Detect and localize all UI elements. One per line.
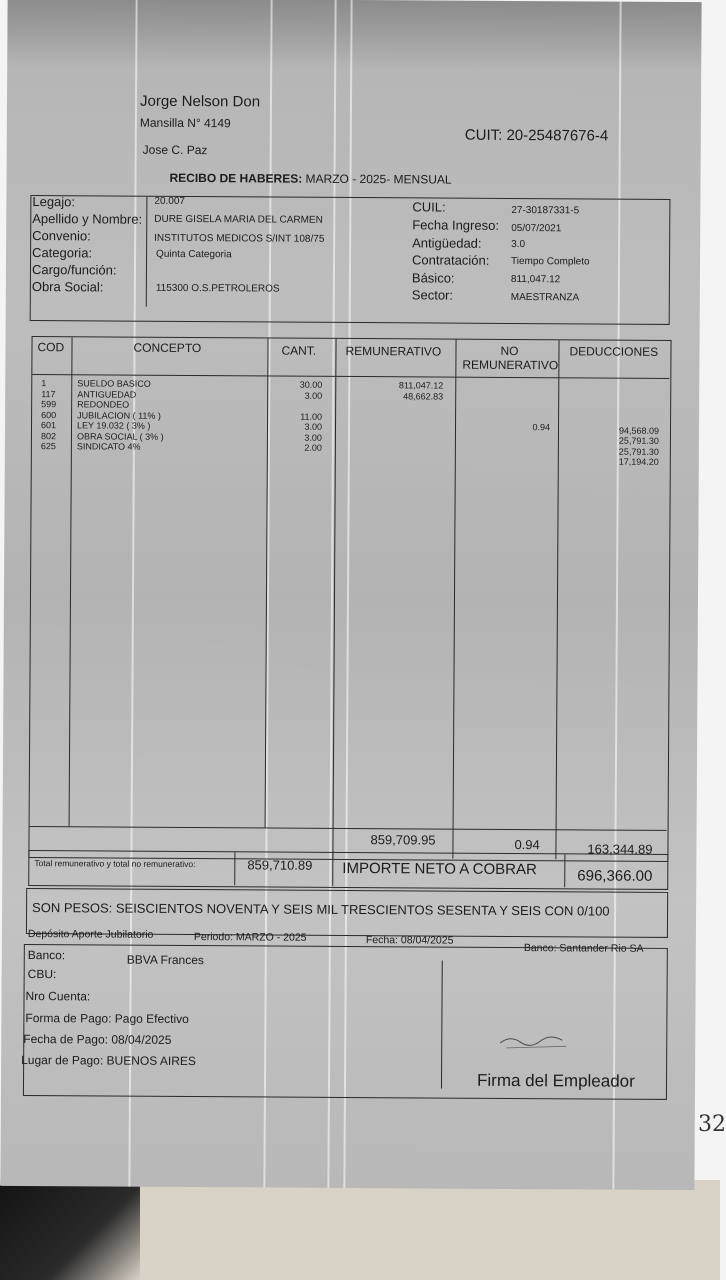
- cell-concepto: JUBILACION ( 11% ): [77, 409, 161, 421]
- cell-remunerativo: 48,662.83: [403, 390, 444, 402]
- cell-concepto: ANTIGUEDAD: [77, 388, 137, 400]
- basico-value: 811,047.12: [510, 273, 561, 286]
- cell-no-remunerativo: 0.94: [532, 422, 551, 433]
- legajo-label: Legajo:: [32, 194, 76, 210]
- forma-pago-label: Forma de Pago:: [25, 1011, 112, 1026]
- obra-social-label: Obra Social:: [31, 279, 104, 295]
- cell-remunerativo: 811,047.12: [398, 380, 444, 391]
- receipt-title-label: RECIBO DE HABERES:: [169, 170, 303, 186]
- cell-cant: 2.00: [304, 442, 322, 453]
- employer-cuit: [465, 127, 609, 145]
- header-remunerativo: REMUNERATIVO: [345, 343, 442, 359]
- receipt-period: MARZO - 2025- MENSUAL: [305, 171, 452, 187]
- summary-divider: [332, 853, 333, 886]
- cell-concepto: SINDICATO 4%: [76, 441, 141, 452]
- deposito-fecha-label: Fecha:: [365, 934, 399, 947]
- cell-deducciones: 94,568.09: [618, 425, 660, 436]
- neto-label: IMPORTE NETO A COBRAR: [342, 859, 537, 879]
- cell-cod: 1: [41, 378, 47, 389]
- deposito-periodo-label: Periodo:: [193, 931, 234, 944]
- cell-concepto: OBRA SOCIAL ( 3% ): [76, 430, 164, 442]
- ingreso-label: Fecha Ingreso:: [412, 217, 500, 233]
- desk-shadow: [0, 1185, 140, 1280]
- header-no-remunerativo: REMUNERATIVO: [462, 357, 559, 373]
- cell-cod: 625: [40, 441, 56, 452]
- cell-concepto: LEY 19.032 ( 3% ): [76, 420, 151, 431]
- antiguedad-value: 3.0: [511, 238, 526, 251]
- cell-concepto: SUELDO BASICO: [77, 378, 151, 389]
- fecha-pago-value: 08/04/2025: [111, 1032, 172, 1047]
- obra-social-value: 115300 O.S.PETROLEROS: [155, 282, 280, 295]
- cell-cant: 30.00: [299, 379, 323, 390]
- header-no: NO: [500, 343, 519, 359]
- summary-divider: [234, 852, 235, 885]
- total-remunerativo: 859,709.95: [370, 832, 436, 848]
- cell-cod: 599: [41, 399, 57, 410]
- neto-value: 696,366.00: [577, 867, 653, 885]
- header-deducciones: DEDUCCIONES: [569, 344, 659, 359]
- payment-banco-value: BBVA Frances: [126, 952, 204, 968]
- cell-cant: 3.00: [304, 432, 322, 443]
- categoria-value: Quinta Categoria: [156, 248, 232, 261]
- deposito-label: Depósito Aporte Jubilatorio: [27, 928, 154, 941]
- firma-empleador: Firma del Empleador: [476, 1070, 635, 1091]
- cuil-label: CUIL:: [412, 199, 446, 215]
- contratacion-value: Tiempo Completo: [511, 255, 590, 268]
- header-concepto: CONCEPTO: [133, 340, 202, 356]
- total-no-remunerativo: 0.94: [514, 837, 540, 853]
- cargo-label: Cargo/función:: [31, 262, 117, 278]
- header-cant: CANT.: [281, 343, 317, 358]
- forma-pago-value: Pago Efectivo: [114, 1011, 189, 1027]
- cell-cant: 3.00: [304, 421, 323, 432]
- deposito-banco: Banco: Santander Rio SA: [523, 942, 644, 955]
- name-value: DURE GISELA MARIA DEL CARMEN: [154, 213, 323, 226]
- lugar-pago-label: Lugar de Pago:: [21, 1052, 104, 1068]
- legajo-value: 20.007: [154, 195, 186, 207]
- son-pesos: SON PESOS: SEISCIENTOS NOVENTA Y SEIS MIL TRESCIENTOS SESENTA Y SEIS CON 0/100: [32, 900, 610, 919]
- cbu-label: CBU:: [27, 967, 57, 982]
- deposito-fecha: [366, 934, 454, 947]
- sector-value: MAESTRANZA: [510, 291, 580, 304]
- employer-signature-stamp: [496, 1031, 576, 1053]
- contratacion-label: Contratación:: [411, 252, 490, 268]
- employer-name: Jorge Nelson Don: [139, 92, 261, 111]
- cell-deducciones: 25,791.30: [618, 435, 659, 446]
- total-deducciones: 163,344.89: [587, 841, 653, 857]
- cuit-label: CUIT:: [464, 126, 503, 144]
- cell-cant: 11.00: [300, 411, 323, 422]
- header-cod: COD: [37, 340, 65, 355]
- lugar-pago: [21, 1053, 196, 1068]
- cell-cod: 117: [41, 388, 56, 399]
- cuenta-label: Nro Cuenta:: [25, 989, 91, 1004]
- deposito-periodo: [194, 931, 307, 944]
- cuil-value: 27-30187331-5: [511, 204, 580, 217]
- lugar-pago-value: BUENOS AIRES: [106, 1053, 196, 1069]
- convenio-label: Convenio:: [32, 228, 91, 244]
- fecha-pago: [23, 1032, 171, 1047]
- cell-cod: 601: [40, 420, 57, 431]
- basico-label: Básico:: [411, 270, 455, 286]
- antiguedad-label: Antigüedad:: [412, 235, 482, 251]
- receipt-title: [169, 171, 451, 187]
- ingreso-value: 05/07/2021: [511, 222, 562, 235]
- cell-concepto: REDONDEO: [77, 399, 130, 410]
- forma-pago: [25, 1011, 189, 1026]
- deposito-periodo-value: MARZO - 2025: [235, 931, 307, 944]
- total-value: 859,710.89: [247, 857, 313, 873]
- employer-address: Mansilla N° 4149: [139, 115, 231, 131]
- convenio-value: INSTITUTOS MEDICOS S/INT 108/75: [154, 232, 325, 245]
- cuit-value: 20-25487676-4: [506, 126, 609, 145]
- cell-deducciones: 25,791.30: [618, 446, 659, 457]
- name-label: Apellido y Nombre:: [32, 211, 143, 227]
- margin-handwritten-note: 32: [698, 1112, 726, 1137]
- summary-divider: [564, 854, 565, 887]
- categoria-label: Categoria:: [32, 245, 93, 261]
- cell-cod: 600: [41, 409, 57, 420]
- total-label: Total remunerativo y total no remunerativo:: [34, 858, 196, 870]
- deposito-fecha-value: 08/04/2025: [400, 934, 454, 947]
- sector-label: Sector:: [411, 287, 454, 303]
- payment-banco-label: Banco:: [27, 948, 66, 963]
- fecha-pago-label: Fecha de Pago:: [23, 1032, 109, 1047]
- cell-cod: 802: [40, 430, 57, 441]
- employer-city: Jose C. Paz: [142, 142, 208, 158]
- cell-deducciones: 17,194.20: [618, 456, 659, 467]
- cell-cant: 3.00: [304, 390, 323, 401]
